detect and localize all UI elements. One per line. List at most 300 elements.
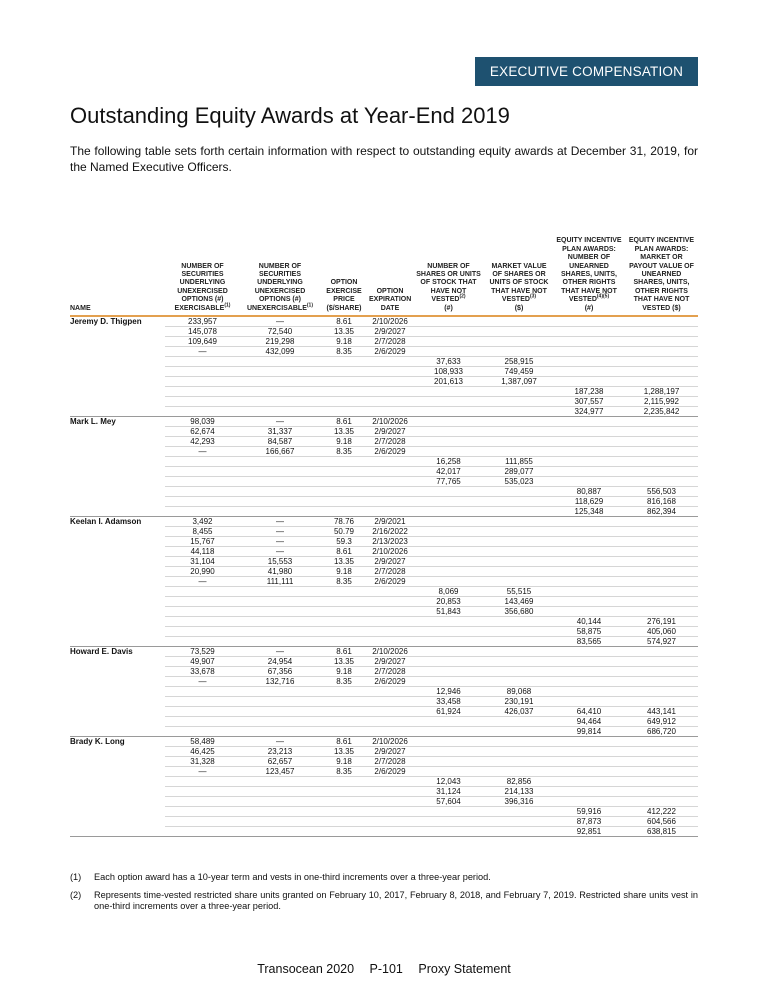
table-cell <box>553 667 625 677</box>
footnote <box>70 890 698 913</box>
table-cell <box>553 687 625 697</box>
table-cell <box>165 637 240 647</box>
officer-name-spacer <box>70 377 165 387</box>
table-cell: 816,168 <box>625 497 698 507</box>
table-cell <box>625 557 698 567</box>
table-cell <box>625 697 698 707</box>
table-cell <box>240 637 320 647</box>
table-cell: 59.3 <box>320 537 368 547</box>
officer-name-spacer <box>70 557 165 567</box>
table-cell: 2/9/2027 <box>368 427 412 437</box>
table-cell <box>412 817 485 827</box>
table-cell: 2/13/2023 <box>368 537 412 547</box>
table-row <box>70 367 698 377</box>
table-cell <box>485 537 553 547</box>
officer-name-spacer <box>70 747 165 757</box>
table-row <box>70 627 698 637</box>
table-row <box>70 687 698 697</box>
table-cell <box>412 767 485 777</box>
table-cell <box>485 437 553 447</box>
table-cell <box>553 567 625 577</box>
table-cell <box>485 617 553 627</box>
table-cell: 8.35 <box>320 577 368 587</box>
table-cell <box>412 387 485 397</box>
officer-name-spacer <box>70 637 165 647</box>
table-cell <box>165 787 240 797</box>
table-cell <box>485 487 553 497</box>
table-cell: 50.79 <box>320 527 368 537</box>
table-cell: 230,191 <box>485 697 553 707</box>
table-row <box>70 667 698 677</box>
table-cell <box>553 377 625 387</box>
table-row <box>70 797 698 807</box>
table-cell <box>485 827 553 837</box>
table-cell: 289,077 <box>485 467 553 477</box>
table-cell: 2/9/2027 <box>368 747 412 757</box>
officer-name-spacer <box>70 507 165 517</box>
table-cell <box>412 727 485 737</box>
table-cell <box>240 697 320 707</box>
table-cell: 61,924 <box>412 707 485 717</box>
table-row <box>70 577 698 587</box>
table-row <box>70 327 698 337</box>
table-cell <box>412 657 485 667</box>
column-header <box>240 186 320 316</box>
officer-name-spacer <box>70 487 165 497</box>
table-cell <box>240 787 320 797</box>
table-cell: 2/6/2029 <box>368 767 412 777</box>
table-cell <box>368 637 412 647</box>
table-row <box>70 337 698 347</box>
table-cell <box>240 487 320 497</box>
table-cell: 8.61 <box>320 417 368 427</box>
officer-name-spacer <box>70 797 165 807</box>
table-cell <box>165 687 240 697</box>
column-header <box>625 186 698 316</box>
table-header-row <box>70 186 698 316</box>
table-cell: 8.35 <box>320 347 368 357</box>
table-row <box>70 777 698 787</box>
table-cell: 2/9/2021 <box>368 517 412 527</box>
table-cell <box>368 717 412 727</box>
table-cell <box>412 487 485 497</box>
table-cell <box>368 697 412 707</box>
table-cell: 9.18 <box>320 667 368 677</box>
officer-name-spacer <box>70 467 165 477</box>
table-cell: 59,916 <box>553 807 625 817</box>
officer-name-spacer <box>70 427 165 437</box>
table-cell: 15,553 <box>240 557 320 567</box>
table-cell: 33,458 <box>412 697 485 707</box>
table-row <box>70 737 698 747</box>
table-cell: 33,678 <box>165 667 240 677</box>
table-cell <box>485 447 553 457</box>
table-cell: 166,667 <box>240 447 320 457</box>
table-cell <box>553 457 625 467</box>
table-cell: 94,464 <box>553 717 625 727</box>
table-cell: 57,604 <box>412 797 485 807</box>
table-cell: 9.18 <box>320 337 368 347</box>
table-cell: 2/9/2027 <box>368 557 412 567</box>
officer-name-spacer <box>70 757 165 767</box>
officer-name-spacer <box>70 537 165 547</box>
footnote-ref: (3) <box>529 293 537 300</box>
officer-name-spacer <box>70 697 165 707</box>
table-cell: 109,649 <box>165 337 240 347</box>
table-cell <box>368 707 412 717</box>
table-cell <box>165 777 240 787</box>
table-cell <box>625 327 698 337</box>
table-cell: 638,815 <box>625 827 698 837</box>
table-cell <box>412 807 485 817</box>
equity-awards-table <box>70 186 698 837</box>
table-cell <box>165 727 240 737</box>
table-cell: 87,873 <box>553 817 625 827</box>
table-cell <box>320 817 368 827</box>
table-cell: 233,957 <box>165 316 240 327</box>
table-row <box>70 467 698 477</box>
table-cell: — <box>165 677 240 687</box>
table-cell <box>368 827 412 837</box>
table-cell <box>412 637 485 647</box>
table-cell <box>553 367 625 377</box>
table-cell <box>625 467 698 477</box>
table-cell <box>165 477 240 487</box>
table-cell <box>485 316 553 327</box>
table-cell: 125,348 <box>553 507 625 517</box>
table-cell <box>625 347 698 357</box>
table-cell: 42,017 <box>412 467 485 477</box>
table-cell <box>412 757 485 767</box>
table-cell <box>412 577 485 587</box>
table-cell <box>625 577 698 587</box>
officer-name-spacer <box>70 817 165 827</box>
table-cell: 396,316 <box>485 797 553 807</box>
table-cell: 2/7/2028 <box>368 337 412 347</box>
table-cell <box>165 377 240 387</box>
table-cell <box>625 537 698 547</box>
table-cell: 77,765 <box>412 477 485 487</box>
table-cell <box>625 597 698 607</box>
table-row <box>70 637 698 647</box>
table-cell <box>485 807 553 817</box>
table-cell <box>320 637 368 647</box>
table-cell <box>240 357 320 367</box>
officer-name-spacer <box>70 657 165 667</box>
table-cell <box>553 737 625 747</box>
table-cell: 31,328 <box>165 757 240 767</box>
table-cell: 24,954 <box>240 657 320 667</box>
table-cell <box>412 316 485 327</box>
footnote-ref: (2) <box>459 293 466 300</box>
table-cell <box>240 707 320 717</box>
table-cell <box>320 397 368 407</box>
table-cell: 9.18 <box>320 437 368 447</box>
table-cell <box>165 627 240 637</box>
table-cell: 8.61 <box>320 647 368 657</box>
table-cell <box>412 717 485 727</box>
table-cell <box>625 477 698 487</box>
officer-name-spacer <box>70 767 165 777</box>
table-cell: 2/9/2027 <box>368 657 412 667</box>
table-row <box>70 767 698 777</box>
table-cell <box>240 477 320 487</box>
table-cell <box>165 497 240 507</box>
intro-paragraph: The following table sets forth certain information with respect to outstanding equity awards at December 31, 2019, for the Named Executive Officers. <box>70 144 698 174</box>
table-cell <box>485 507 553 517</box>
column-unit: (#) <box>444 304 453 312</box>
table-cell: 8,455 <box>165 527 240 537</box>
column-header-text: EQUITY INCENTIVE PLAN AWARDS: MARKET OR PAYOUT VALUE OF UNEARNED SHARES, UNITS, OTHER RIGHTS THAT HAVE NOT VESTED ($) <box>628 237 695 312</box>
table-cell <box>625 517 698 527</box>
table-cell <box>165 367 240 377</box>
table-cell: 42,293 <box>165 437 240 447</box>
table-cell <box>485 637 553 647</box>
table-cell <box>240 587 320 597</box>
table-cell: 356,680 <box>485 607 553 617</box>
officer-name: Howard E. Davis <box>70 647 133 657</box>
footnote-ref: (1) <box>224 302 231 309</box>
table-cell <box>485 427 553 437</box>
table-cell <box>165 717 240 727</box>
table-cell: — <box>165 767 240 777</box>
table-cell <box>485 677 553 687</box>
table-cell <box>320 727 368 737</box>
table-cell <box>368 627 412 637</box>
table-cell <box>412 677 485 687</box>
officer-name-spacer <box>70 367 165 377</box>
table-cell: 73,529 <box>165 647 240 657</box>
table-cell <box>625 567 698 577</box>
table-cell <box>412 407 485 417</box>
table-cell <box>485 717 553 727</box>
table-cell <box>320 507 368 517</box>
table-row <box>70 787 698 797</box>
table-cell <box>625 427 698 437</box>
footer-company: Transocean 2020 <box>257 962 355 976</box>
table-cell <box>240 797 320 807</box>
table-cell <box>320 587 368 597</box>
footnote-text: Each option award has a 10-year term and vests in one-third increments over a three-year period. <box>94 872 491 882</box>
table-cell: 80,887 <box>553 487 625 497</box>
table-cell <box>625 357 698 367</box>
table-cell: 2/10/2026 <box>368 547 412 557</box>
table-cell <box>553 467 625 477</box>
table-cell: — <box>240 537 320 547</box>
table-cell <box>485 727 553 737</box>
table-row <box>70 377 698 387</box>
table-cell: — <box>165 577 240 587</box>
table-cell <box>553 587 625 597</box>
officer-name-spacer <box>70 437 165 447</box>
table-cell <box>368 777 412 787</box>
table-cell <box>368 807 412 817</box>
footnote-number: (1) <box>70 872 82 882</box>
column-header <box>485 186 553 316</box>
table-cell <box>485 817 553 827</box>
table-cell <box>553 677 625 687</box>
table-cell <box>320 807 368 817</box>
table-cell <box>553 327 625 337</box>
table-cell: 2/10/2026 <box>368 417 412 427</box>
table-cell <box>368 587 412 597</box>
table-cell <box>320 627 368 637</box>
table-cell: 443,141 <box>625 707 698 717</box>
table-cell: — <box>165 447 240 457</box>
table-cell <box>485 627 553 637</box>
table-row <box>70 757 698 767</box>
officer-name-spacer <box>70 447 165 457</box>
table-cell <box>485 517 553 527</box>
table-cell <box>368 367 412 377</box>
table-cell <box>625 767 698 777</box>
table-cell <box>485 407 553 417</box>
table-cell <box>485 667 553 677</box>
table-cell <box>165 587 240 597</box>
table-cell <box>625 737 698 747</box>
table-cell: 31,337 <box>240 427 320 437</box>
table-row <box>70 747 698 757</box>
table-cell: 405,060 <box>625 627 698 637</box>
table-row <box>70 657 698 667</box>
table-cell <box>240 687 320 697</box>
table-cell <box>485 417 553 427</box>
table-row <box>70 477 698 487</box>
officer-name-spacer <box>70 787 165 797</box>
table-cell <box>625 457 698 467</box>
table-cell: 8.35 <box>320 447 368 457</box>
table-row <box>70 487 698 497</box>
table-row <box>70 417 698 427</box>
section-banner: EXECUTIVE COMPENSATION <box>475 57 698 86</box>
table-row <box>70 727 698 737</box>
table-cell <box>553 607 625 617</box>
table-cell <box>553 787 625 797</box>
table-cell <box>320 377 368 387</box>
officer-name: Mark L. Mey <box>70 417 116 427</box>
table-row <box>70 827 698 837</box>
officer-name-spacer <box>70 477 165 487</box>
table-cell <box>320 827 368 837</box>
table-cell: 2/10/2026 <box>368 737 412 747</box>
column-header-text: NUMBER OF SECURITIES UNDERLYING UNEXERCISED OPTIONS (#) EXERCISABLE <box>174 262 228 312</box>
officer-name-spacer <box>70 627 165 637</box>
table-cell: 219,298 <box>240 337 320 347</box>
table-cell <box>165 467 240 477</box>
officer-name-spacer <box>70 407 165 417</box>
table-cell <box>485 527 553 537</box>
footer-document: Proxy Statement <box>418 962 511 976</box>
table-cell: — <box>240 316 320 327</box>
table-row <box>70 597 698 607</box>
table-cell <box>625 677 698 687</box>
table-row <box>70 807 698 817</box>
table-cell <box>320 607 368 617</box>
table-cell <box>485 757 553 767</box>
table-cell: 535,023 <box>485 477 553 487</box>
table-cell: 13.35 <box>320 427 368 437</box>
table-cell: 9.18 <box>320 567 368 577</box>
footnote-number: (2) <box>70 889 82 900</box>
table-cell <box>412 397 485 407</box>
table-cell <box>625 547 698 557</box>
table-cell <box>165 597 240 607</box>
table-cell <box>240 807 320 817</box>
table-cell <box>368 377 412 387</box>
table-cell <box>368 817 412 827</box>
table-cell <box>320 707 368 717</box>
table-cell <box>165 607 240 617</box>
column-header-text: MARKET VALUE OF SHARES OR UNITS OF STOCK THAT HAVE NOT VESTED <box>489 262 549 304</box>
table-cell <box>412 537 485 547</box>
table-row <box>70 677 698 687</box>
table-cell: 13.35 <box>320 657 368 667</box>
table-cell: — <box>240 547 320 557</box>
table-cell <box>368 487 412 497</box>
table-cell <box>553 647 625 657</box>
table-cell: 62,657 <box>240 757 320 767</box>
table-cell: 604,566 <box>625 817 698 827</box>
table-cell: 258,915 <box>485 357 553 367</box>
officer-name-spacer <box>70 547 165 557</box>
table-cell <box>165 807 240 817</box>
table-row <box>70 697 698 707</box>
table-cell <box>412 747 485 757</box>
table-cell <box>320 687 368 697</box>
table-cell <box>553 417 625 427</box>
column-header-text: NAME <box>70 304 91 312</box>
table-cell <box>320 617 368 627</box>
table-cell: 31,104 <box>165 557 240 567</box>
table-cell: 89,068 <box>485 687 553 697</box>
officer-name-spacer <box>70 497 165 507</box>
table-cell <box>412 667 485 677</box>
table-row <box>70 647 698 657</box>
officer-name-spacer <box>70 567 165 577</box>
page-footer <box>0 962 768 976</box>
table-cell <box>485 347 553 357</box>
table-cell: 201,613 <box>412 377 485 387</box>
table-cell: 686,720 <box>625 727 698 737</box>
table-cell: 8,069 <box>412 587 485 597</box>
table-cell <box>240 457 320 467</box>
table-cell <box>240 717 320 727</box>
table-cell <box>240 827 320 837</box>
table-cell: 49,907 <box>165 657 240 667</box>
table-cell <box>625 667 698 677</box>
table-cell <box>625 447 698 457</box>
table-cell: 143,469 <box>485 597 553 607</box>
table-cell: 8.61 <box>320 547 368 557</box>
officer-name-spacer <box>70 387 165 397</box>
table-cell <box>553 697 625 707</box>
table-cell <box>240 467 320 477</box>
table-cell <box>240 497 320 507</box>
table-cell <box>412 427 485 437</box>
officer-name-spacer <box>70 677 165 687</box>
table-cell <box>240 777 320 787</box>
table-cell <box>368 687 412 697</box>
table-cell: 8.35 <box>320 767 368 777</box>
table-cell <box>165 707 240 717</box>
table-cell: 145,078 <box>165 327 240 337</box>
table-cell: 9.18 <box>320 757 368 767</box>
table-cell: 8.35 <box>320 677 368 687</box>
table-cell <box>553 547 625 557</box>
table-cell <box>240 597 320 607</box>
officer-name-spacer <box>70 357 165 367</box>
table-cell <box>368 727 412 737</box>
